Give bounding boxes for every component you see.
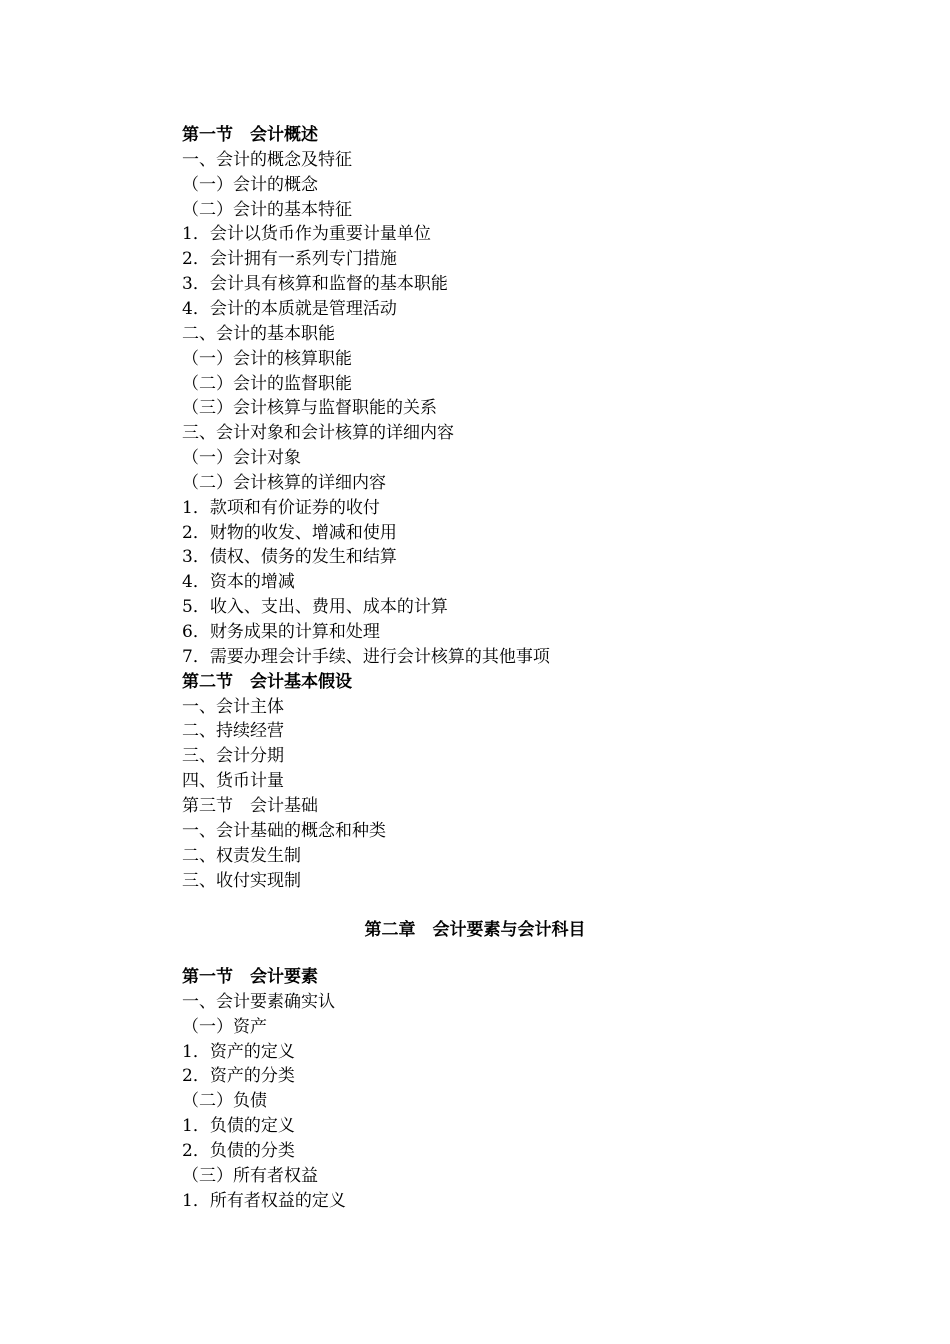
outline-item: 一、会计基础的概念和种类: [182, 820, 386, 841]
outline-item: 7．需要办理会计手续、进行会计核算的其他事项: [182, 646, 550, 667]
outline-item: 1．负债的定义: [182, 1116, 295, 1137]
section-heading: 第一节 会计概述: [182, 125, 318, 145]
outline-item: 2．资产的分类: [182, 1066, 295, 1087]
outline-item: 5．收入、支出、费用、成本的计算: [182, 597, 448, 618]
section-heading: 第二节 会计基本假设: [182, 671, 352, 692]
outline-item: （一）会计对象: [182, 448, 301, 469]
outline-item: 1．所有者权益的定义: [182, 1190, 346, 1211]
outline-item: 3．债权、债务的发生和结算: [182, 547, 397, 568]
outline-item: 2．会计拥有一系列专门措施: [182, 249, 397, 270]
outline-item: （一）会计的概念: [182, 174, 318, 195]
outline-item: （三）会计核算与监督职能的关系: [182, 398, 437, 419]
outline-item: 二、权责发生制: [182, 845, 301, 866]
outline-item: 4．会计的本质就是管理活动: [182, 298, 397, 319]
outline-item: 二、持续经营: [182, 721, 284, 742]
outline-item: 二、会计的基本职能: [182, 323, 335, 344]
outline-item: （一）会计的核算职能: [182, 348, 352, 369]
outline-item: 第三节 会计基础: [182, 795, 318, 816]
outline-item: 一、会计要素确实认: [182, 991, 335, 1012]
outline-item: 三、会计对象和会计核算的详细内容: [182, 423, 454, 444]
outline-item: （一）资产: [182, 1016, 267, 1037]
outline-item: 一、会计的概念及特征: [182, 149, 352, 170]
outline-item: 三、会计分期: [182, 746, 284, 767]
section-heading: 第一节 会计要素: [182, 967, 318, 987]
outline-item: 四、货币计量: [182, 771, 284, 792]
outline-item: 1．会计以货币作为重要计量单位: [182, 224, 431, 245]
chapter-title: 第二章 会计要素与会计科目: [364, 920, 586, 940]
outline-item: 一、会计主体: [182, 696, 284, 717]
outline-item: 2．财物的收发、增减和使用: [182, 522, 397, 543]
outline-item: （二）负债: [182, 1091, 267, 1112]
outline-item: 1．资产的定义: [182, 1041, 295, 1062]
outline-item: 三、收付实现制: [182, 870, 301, 891]
outline-item: （二）会计的基本特征: [182, 199, 352, 220]
outline-item: 2．负债的分类: [182, 1140, 295, 1161]
outline-item: 6．财务成果的计算和处理: [182, 622, 380, 642]
outline-item: 3．会计具有核算和监督的基本职能: [182, 274, 448, 295]
outline-item: （三）所有者权益: [182, 1165, 318, 1186]
outline-item: （二）会计的监督职能: [182, 373, 352, 394]
outline-item: （二）会计核算的详细内容: [182, 472, 386, 493]
outline-item: 1．款项和有价证券的收付: [182, 497, 380, 518]
outline-item: 4．资本的增减: [182, 572, 295, 593]
